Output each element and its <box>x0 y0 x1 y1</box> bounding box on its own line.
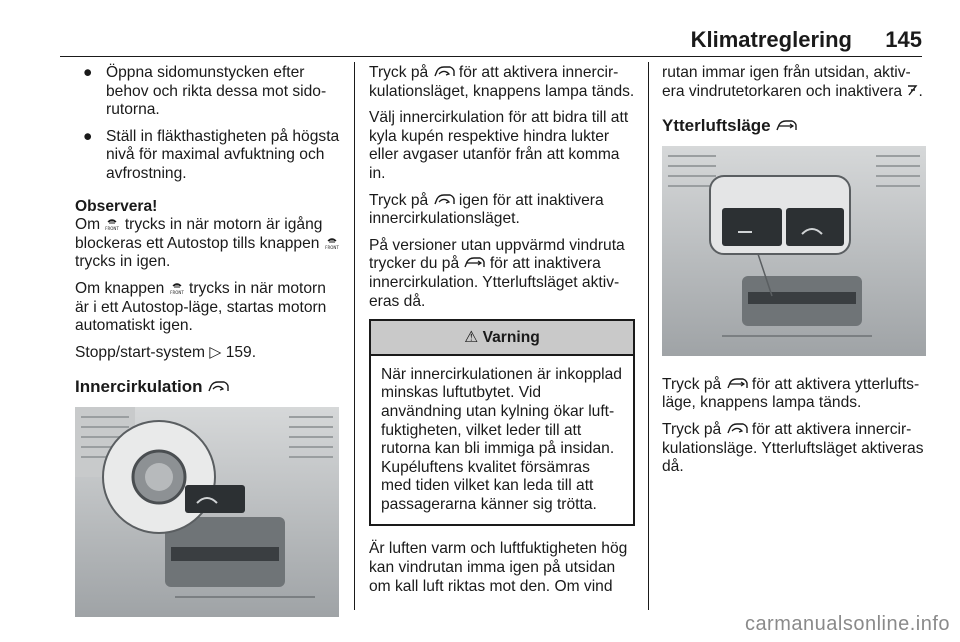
front-defrost-icon <box>171 281 183 295</box>
section-heading-outside-air: Ytterluftsläge <box>662 117 927 136</box>
paragraph: På versioner utan uppvärmd vindruta trycker du på för att inaktivera innercirkulation. Ytterluftsläget aktiveras då. <box>369 236 625 310</box>
paragraph: Tryck på för att aktivera innercirkulationsläget, knappens lampa tänds. <box>369 64 635 100</box>
page-title: Klimatreglering <box>690 27 852 52</box>
paragraph: Tryck på för att aktivera innercirkulationsläge. Ytterluftsläget aktiveras då. <box>662 420 924 476</box>
paragraph: Tryck på igen för att inaktivera innercirkulationsläget. <box>369 191 604 228</box>
fan-off-icon <box>906 84 918 97</box>
paragraph: rutan immar igen från utsidan, aktivera vindrutetorkaren och inaktivera . <box>662 64 923 100</box>
recirculation-icon <box>207 380 229 393</box>
outside-air-icon <box>463 256 485 269</box>
svg-text:FRONT: FRONT <box>324 244 339 250</box>
recirculation-icon <box>433 193 455 206</box>
warning-box <box>369 319 635 526</box>
section-heading-recirculation: Innercirkulation <box>75 378 343 397</box>
recirculation-icon <box>726 422 748 435</box>
page-number: 145 <box>885 27 922 52</box>
warning-triangle-icon: ⚠ <box>464 329 479 347</box>
column-3 <box>662 64 927 485</box>
cross-reference[interactable]: Stopp/start-system ▷ 159. <box>75 343 257 361</box>
bullet-dot: ● <box>83 64 93 81</box>
note-paragraph: Om FRONT trycks in när motorn är igång blockeras ett Autostop tills knappen FRONT trycks in igen. <box>75 216 339 271</box>
bullet-dot: ● <box>83 127 93 145</box>
column-1 <box>75 64 343 631</box>
bullet-item: ● Öppna sidomunstycken efter behov och rikta dessa mot sidorutorna. <box>83 64 327 119</box>
dashboard-photo-outside-air <box>662 146 926 356</box>
xref-arrow-icon: ▷ <box>209 343 222 361</box>
warning-text: När innercirkulationen är inkopplad minskas luftutbytet. Vid användning utan kylning ökar luftfuktigheten, vilket leder till att rutorna kan bli immiga på insidan. Kupéluftens kvalitet försämras med tiden vilket kan leda till att passagerarna känner sig trötta. <box>381 365 622 513</box>
dashboard-photo-recirculation <box>75 407 339 617</box>
outside-air-icon <box>726 377 748 390</box>
front-defrost-icon <box>106 217 118 231</box>
note-paragraph: Om knappen FRONT trycks in när motorn är i ett Autostop-läge, startas motorn automatiskt igen. <box>75 279 327 335</box>
warning-header: ⚠ Varning <box>371 321 633 356</box>
bullet-item: ● Ställ in fläkthastigheten på högsta nivå för maximal avfuktning och avfrostning. <box>83 127 340 182</box>
column-divider-2 <box>648 62 649 610</box>
column-2 <box>369 64 635 604</box>
page-header <box>0 0 960 55</box>
paragraph: Är luften varm och luftfuktigheten hög kan vindrutan imma igen på utsidan om kall luft riktas mot den. Om vind <box>369 540 628 595</box>
outside-air-icon <box>775 119 797 132</box>
column-divider-1 <box>354 62 355 610</box>
paragraph: Tryck på för att aktivera ytterluftsläge, knappens lampa tänds. <box>662 375 920 412</box>
svg-text:FRONT: FRONT <box>169 289 184 295</box>
note-title: Observera! <box>75 197 158 215</box>
paragraph: Välj innercirkulation för att bidra till att kyla kupén respektive hindra lukter eller avgaser utanför från att komma in. <box>369 109 629 182</box>
recirculation-icon <box>433 65 455 78</box>
watermark: carmanualsonline.info <box>744 613 950 635</box>
svg-text:FRONT: FRONT <box>105 226 120 232</box>
front-defrost-icon <box>326 236 338 250</box>
header-rule <box>60 56 922 57</box>
